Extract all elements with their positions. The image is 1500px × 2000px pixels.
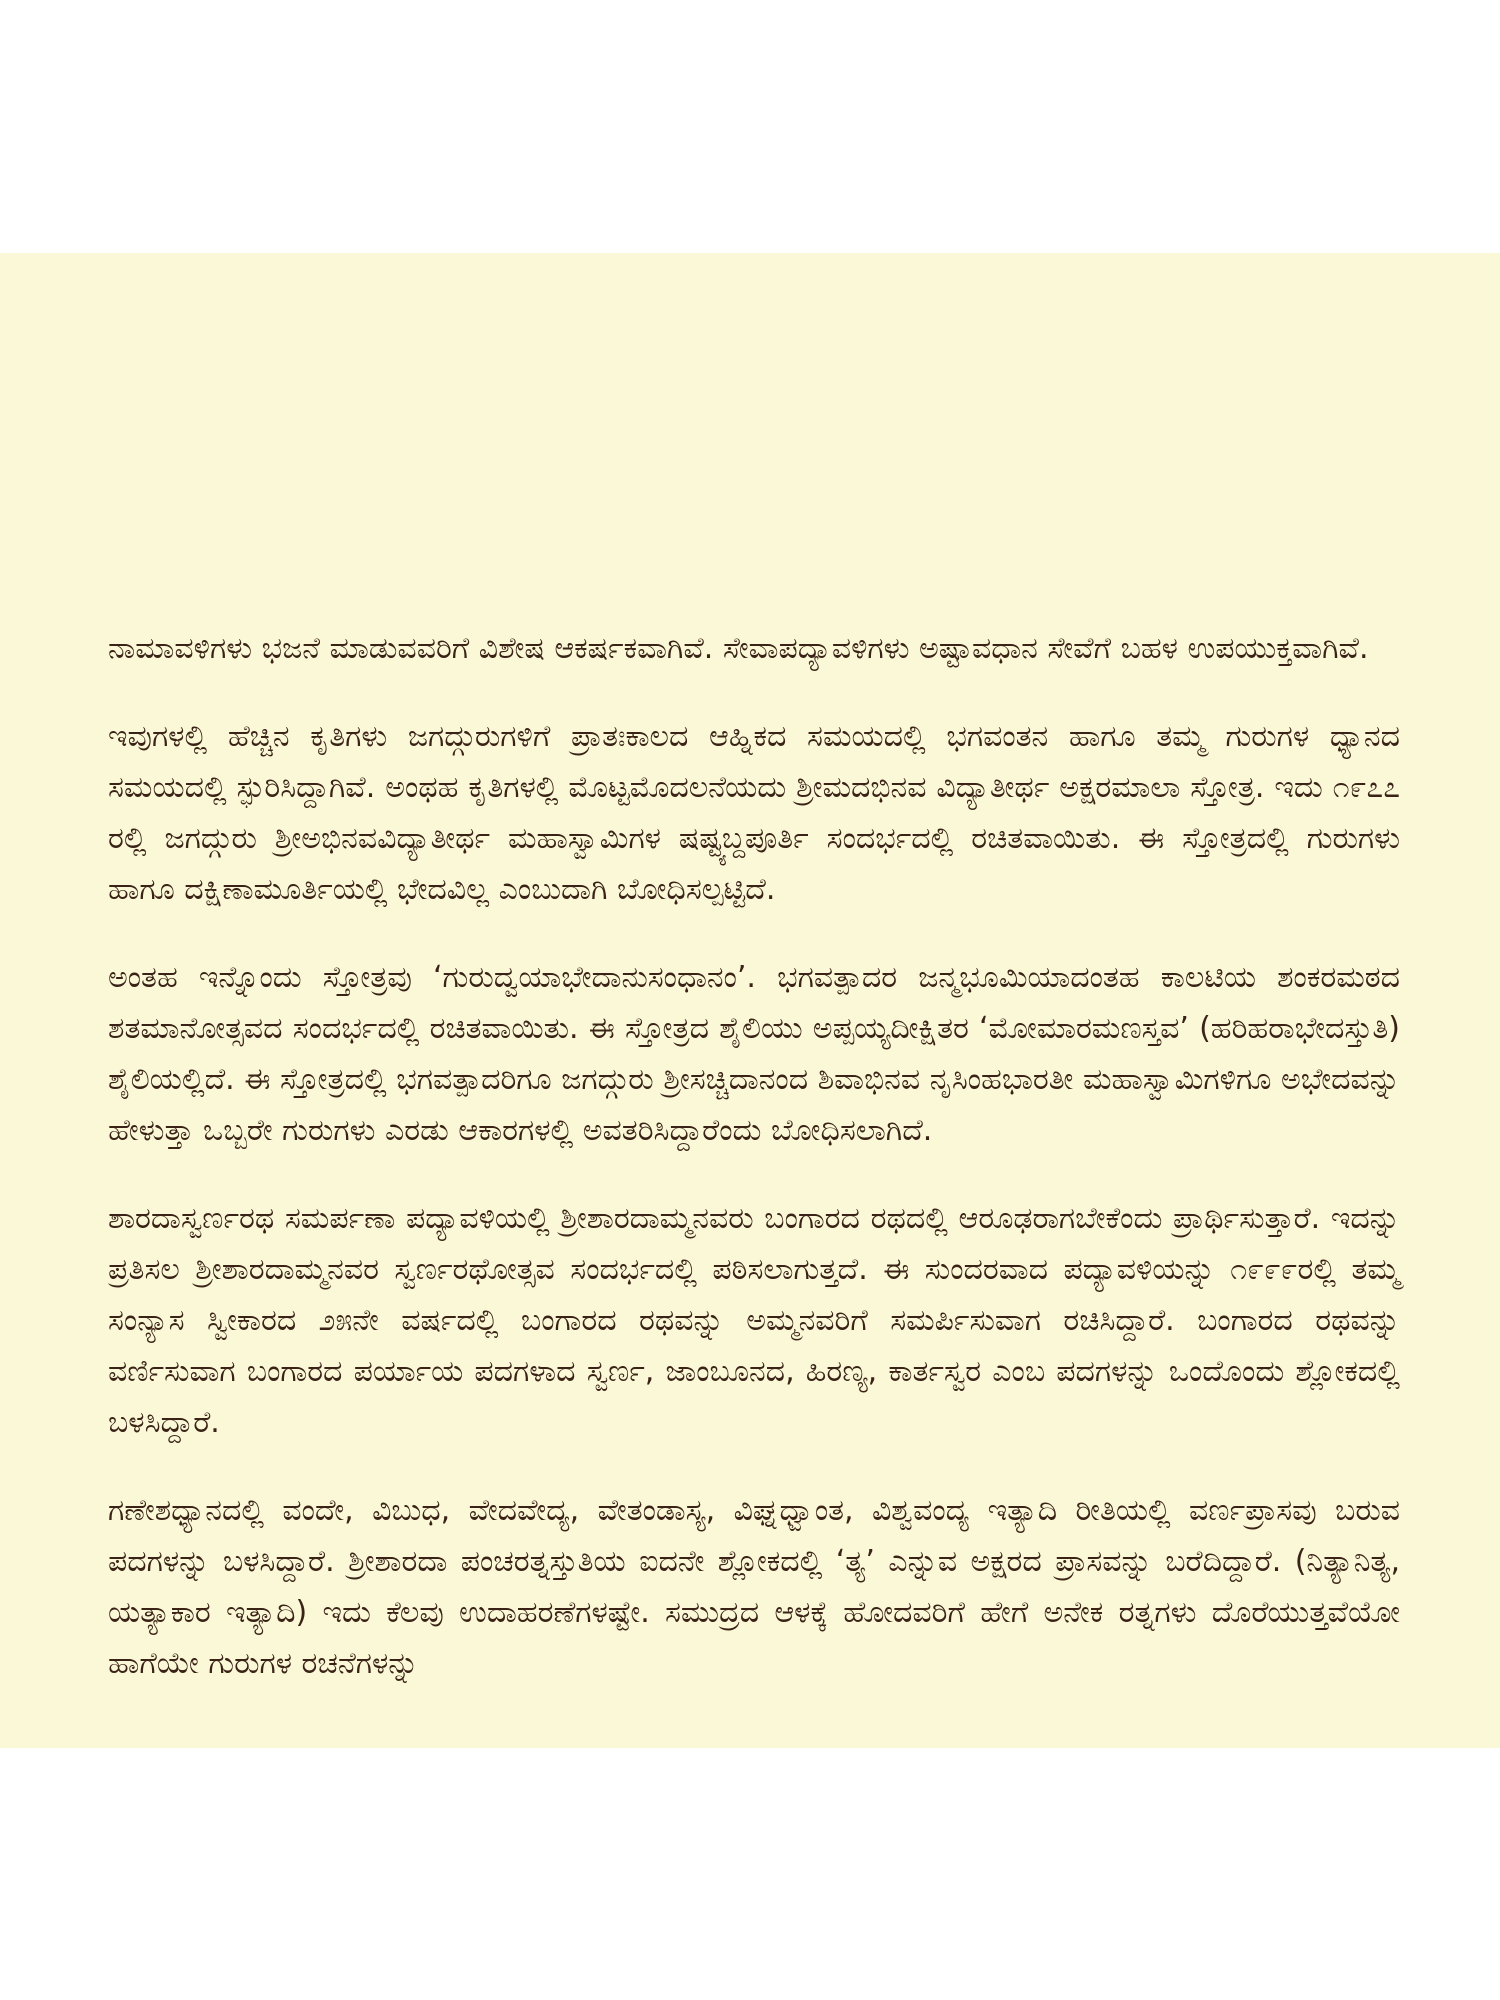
paragraph-namavali: ನಾಮಾವಳಿಗಳು ಭಜನೆ ಮಾಡುವವರಿಗೆ ವಿಶೇಷ ಆಕರ್ಷಕವಾಗಿವೆ. ಸೇವಾಪದ್ಯಾವಳಿಗಳು ಅಷ್ಟಾವಧಾನ ಸೇವೆಗೆ ಬಹಳ ಉಪಯುಕ್ತವಾಗಿವೆ. — [108, 631, 1369, 666]
paragraph-ganesha-dhyana: ಗಣೇಶಧ್ಯಾನದಲ್ಲಿ ವಂದೇ, ವಿಬುಧ, ವೇದವೇದ್ಯ, ವೇತಂಡಾಸ್ಯ, ವಿಘ್ನಧ್ವಾಂತ, ವಿಶ್ವವಂದ್ಯ ಇತ್ಯಾದಿ ರೀತಿಯಲ್ಲಿ ವರ್ಣಪ್ರಾಸವು ಬರುವ ಪದಗಳನ್ನು ಬಳಸಿದ್ದಾರೆ. ಶ್ರೀಶಾರದಾ ಪಂಚರತ್ನಸ್ತುತಿಯ ಐದನೇ ಶ್ಲೋಕದಲ್ಲಿ ‘ತ್ಯ’ ಎನ್ನುವ ಅಕ್ಷರದ ಪ್ರಾಸವನ್ನು ಬರೆದಿದ್ದಾರೆ. (ನಿತ್ಯಾನಿತ್ಯ, ಯತ್ಯಾಕಾರ ಇತ್ಯಾದಿ) ಇದು ಕೆಲವು ಉದಾಹರಣೆಗಳಷ್ಟೇ. ಸಮುದ್ರದ ಆಳಕ್ಕೆ ಹೋದವರಿಗೆ ಹೇಗೆ ಅನೇಕ ರತ್ನಗಳು ದೊರೆಯುತ್ತವೆಯೋ ಹಾಗೆಯೇ ಗುರುಗಳ ರಚನೆಗಳನ್ನು — [108, 1493, 1400, 1681]
paragraph-swarnaratha: ಶಾರದಾಸ್ವರ್ಣರಥ ಸಮರ್ಪಣಾ ಪದ್ಯಾವಳಿಯಲ್ಲಿ ಶ್ರೀಶಾರದಾಮ್ಮನವರು ಬಂಗಾರದ ರಥದಲ್ಲಿ ಆರೂಢರಾಗಬೇಕೆಂದು ಪ್ರಾರ್ಥಿಸುತ್ತಾರೆ. ಇದನ್ನು ಪ್ರತಿಸಲ ಶ್ರೀಶಾರದಾಮ್ಮನವರ ಸ್ವರ್ಣರಥೋತ್ಸವ ಸಂದರ್ಭದಲ್ಲಿ ಪಠಿಸಲಾಗುತ್ತದೆ. ಈ ಸುಂದರವಾದ ಪದ್ಯಾವಳಿಯನ್ನು ೧೯೯೯ರಲ್ಲಿ ತಮ್ಮ ಸಂನ್ಯಾಸ ಸ್ವೀಕಾರದ ೨೫ನೇ ವರ್ಷದಲ್ಲಿ ಬಂಗಾರದ ರಥವನ್ನು ಅಮ್ಮನವರಿಗೆ ಸಮರ್ಪಿಸುವಾಗ ರಚಿಸಿದ್ದಾರೆ. ಬಂಗಾರದ ರಥವನ್ನು ವರ್ಣಿಸುವಾಗ ಬಂಗಾರದ ಪರ್ಯಾಯ ಪದಗಳಾದ ಸ್ವರ್ಣ, ಜಾಂಬೂನದ, ಹಿರಣ್ಯ, ಕಾರ್ತಸ್ವರ ಎಂಬ ಪದಗಳನ್ನು ಒಂದೊಂದು ಶ್ಲೋಕದಲ್ಲಿ ಬಳಸಿದ್ದಾರೆ. — [108, 1201, 1400, 1440]
paragraph-aksharamala-stotra: ಇವುಗಳಲ್ಲಿ ಹೆಚ್ಚಿನ ಕೃತಿಗಳು ಜಗದ್ಗುರುಗಳಿಗೆ ಪ್ರಾತಃಕಾಲದ ಆಹ್ನಿಕದ ಸಮಯದಲ್ಲಿ ಭಗವಂತನ ಹಾಗೂ ತಮ್ಮ ಗುರುಗಳ ಧ್ಯಾನದ ಸಮಯದಲ್ಲಿ ಸ್ಫುರಿಸಿದ್ದಾಗಿವೆ. ಅಂಥಹ ಕೃತಿಗಳಲ್ಲಿ ಮೊಟ್ಟಮೊದಲನೆಯದು ಶ್ರೀಮದಭಿನವ ವಿದ್ಯಾತೀರ್ಥ ಅಕ್ಷರಮಾಲಾ ಸ್ತೋತ್ರ. ಇದು ೧೯೭೭ ರಲ್ಲಿ ಜಗದ್ಗುರು ಶ್ರೀಅಭಿನವವಿದ್ಯಾತೀರ್ಥ ಮಹಾಸ್ವಾಮಿಗಳ ಷಷ್ಟ್ಯಬ್ದಪೂರ್ತಿ ಸಂದರ್ಭದಲ್ಲಿ ರಚಿತವಾಯಿತು. ಈ ಸ್ತೋತ್ರದಲ್ಲಿ ಗುರುಗಳು ಹಾಗೂ ದಕ್ಷಿಣಾಮೂರ್ತಿಯಲ್ಲಿ ಭೇದವಿಲ್ಲ ಎಂಬುದಾಗಿ ಬೋಧಿಸಲ್ಪಟ್ಟಿದೆ. — [108, 719, 1400, 907]
book-page — [0, 253, 1500, 1748]
paragraph-gurudvaya-stotra: ಅಂತಹ ಇನ್ನೊಂದು ಸ್ತೋತ್ರವು ‘ಗುರುದ್ವಯಾಭೇದಾನುಸಂಧಾನಂ’. ಭಗವತ್ಪಾದರ ಜನ್ಮಭೂಮಿಯಾದಂತಹ ಕಾಲಟಿಯ ಶಂಕರಮಠದ ಶತಮಾನೋತ್ಸವದ ಸಂದರ್ಭದಲ್ಲಿ ರಚಿತವಾಯಿತು. ಈ ಸ್ತೋತ್ರದ ಶೈಲಿಯು ಅಪ್ಪಯ್ಯದೀಕ್ಷಿತರ ‘ಮೋಮಾರಮಣಸ್ತವ’ (ಹರಿಹರಾಭೇದಸ್ತುತಿ) ಶೈಲಿಯಲ್ಲಿದೆ. ಈ ಸ್ತೋತ್ರದಲ್ಲಿ ಭಗವತ್ಪಾದರಿಗೂ ಜಗದ್ಗುರು ಶ್ರೀಸಚ್ಚಿದಾನಂದ ಶಿವಾಭಿನವ ನೃಸಿಂಹಭಾರತೀ ಮಹಾಸ್ವಾಮಿಗಳಿಗೂ ಅಭೇದವನ್ನು ಹೇಳುತ್ತಾ ಒಬ್ಬರೇ ಗುರುಗಳು ಎರಡು ಆಕಾರಗಳಲ್ಲಿ ಅವತರಿಸಿದ್ದಾರೆಂದು ಬೋಧಿಸಲಾಗಿದೆ. — [108, 960, 1400, 1148]
page-body — [108, 623, 1400, 1726]
